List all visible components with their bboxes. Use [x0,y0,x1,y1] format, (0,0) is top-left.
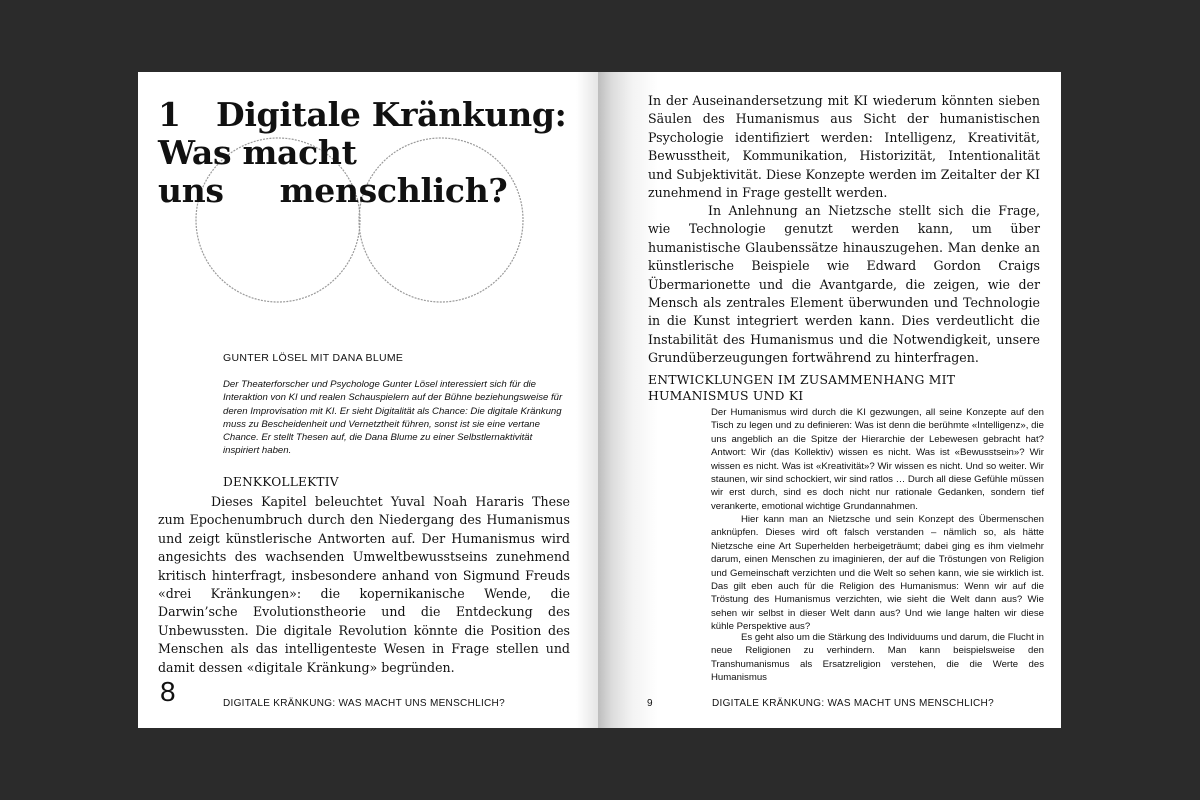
page-number: 9 [647,698,653,709]
sans-paragraph-2: Hier kann man an Nietzsche und sein Konzept des Übermenschen anknüpfen. Dieses wird oft falsch verstanden – nämlich so, als hätte Nietzsche eine Art Superhelden herbeigeträumt; dabei ging es ihm vielmehr darum, einen Menschen zu imaginieren, der auf die Tröstungen von Religion und Gemeinschaft verzichten und die Welt so sehen kann, wie sie wirklich ist. Das gilt eben auch für die Religion des Humanismus: Wenn wir auf die Tröstung des Humanismus verzichten, wie sieht die Welt dann aus? Wie sehen wir selbst in dieser Welt dann aus? Und wie lange halten wir diese kühle Perspektive aus? [711,514,1044,633]
title-line-1: Digitale Kränkung: [216,95,567,134]
intro-paragraph: Der Theaterforscher und Psychologe Gunter Lösel interessiert sich für die Interaktion von KI und realen Schauspielern auf der Bühne beziehungsweise für deren Improvisation mit KI. Er sieht Digitalität als Chance: Die digitale Kränkung muss zu Bescheidenheit und Vernetztheit führen, sonst ist sie eine vertane Chance. Er stellt Thesen auf, die Dana Blume zu einer Selbstlernaktivität inspiriert haben. [223,379,563,457]
body-paragraph-2: In Anlehnung an Nietzsche stellt sich die Frage, wie Technologie genutzt werden kann, um über humanistische Glaubenssätze hinauszugehen. Man denke an künstlerische Beispiele wie Edward Gordon Craigs Übermarionette und die Avantgarde, die zeigen, wie der Mensch als zentrales Element überwunden und Technologie in die Kunst integriert werden kann. Dies verdeutlicht die Instabilität des Humanismus und die Notwendigkeit, unsere Grundüberzeugungen fortwährend zu hinterfragen. [648,203,1040,366]
body-paragraph: Dieses Kapitel beleuchtet Yuval Noah Hararis These zum Epochenumbruch durch den Niedergang des Humanismus und zeigt künstlerische Antworten auf. Der Humanismus wird angesichts des wachsenden Umweltbewusstseins zunehmend kritisch hinterfragt, insbesondere anhand von Sigmund Freuds «drei Kränkungen»: die kopernikanische Wende, die Darwin’sche Evolutionstheorie und die Entdeckung des Unbewussten. Die digitale Revolution könnte die Position des Menschen als das intelligenteste Wesen in Frage stellen und damit dessen «digitale Kränkung» begründen. [158,494,570,675]
left-page [138,72,598,728]
page-number: 8 [160,676,176,707]
title-line-3b: menschlich? [279,171,508,210]
running-title: DIGITALE KRÄNKUNG: WAS MACHT UNS MENSCHLICH? [223,698,505,709]
author-byline: GUNTER LÖSEL MIT DANA BLUME [223,352,404,364]
title-line-2: Was macht [158,133,357,172]
body-paragraph-1: In der Auseinandersetzung mit KI wiederum könnten sieben Säulen des Humanismus aus Sicht der humanistischen Psychologie identifiziert werden: Intelligenz, Kreativität, Bewusstheit, Kommunikation, Historizität, Intentionalität und Subjektivität. Diese Konzepte werden im Zeitalter der KI zunehmend in Frage gestellt werden. [648,93,1041,201]
chapter-number: 1 [158,95,181,134]
sans-paragraph-1: Der Humanismus wird durch die KI gezwungen, all seine Konzepte auf den Tisch zu legen und zu definieren: Was ist denn die berühmte «Intelligenz», die uns angeblich an die Spitze der Hierarchie der Lebewesen gebracht hat? Antwort: Wir (das Kollektiv) wissen es nicht. Was ist «Bewusstsein»? Wir wissen es nicht. Was ist «Kreativität»? Wir wissen es nicht. Und so weiter. Wir staunen, wir sind schockiert, wir sind ratlos … Durch all diese Gefühle müssen wir erst durch, sind es doch nicht nur rationale Gedanken, sondern tief verankerte, emotional wichtige Grundannahmen. [711,407,1044,512]
running-title: DIGITALE KRÄNKUNG: WAS MACHT UNS MENSCHLICH? [712,698,994,709]
title-line-3a: uns [158,171,224,210]
section-heading: DENKKOLLEKTIV [223,475,339,489]
chapter-title [158,96,567,210]
section-heading: ENTWICKLUNGEN IM ZUSAMMENHANG MIT HUMANISMUS UND KI [648,372,956,403]
right-page [598,72,1061,728]
sans-paragraph-3: Es geht also um die Stärkung des Individuums und darum, die Flucht in neue Religionen zu verhindern. Man kann beispielsweise den Transhumanismus als Ersatzreligion verstehen, die die Werte des Humanismus [711,632,1044,684]
